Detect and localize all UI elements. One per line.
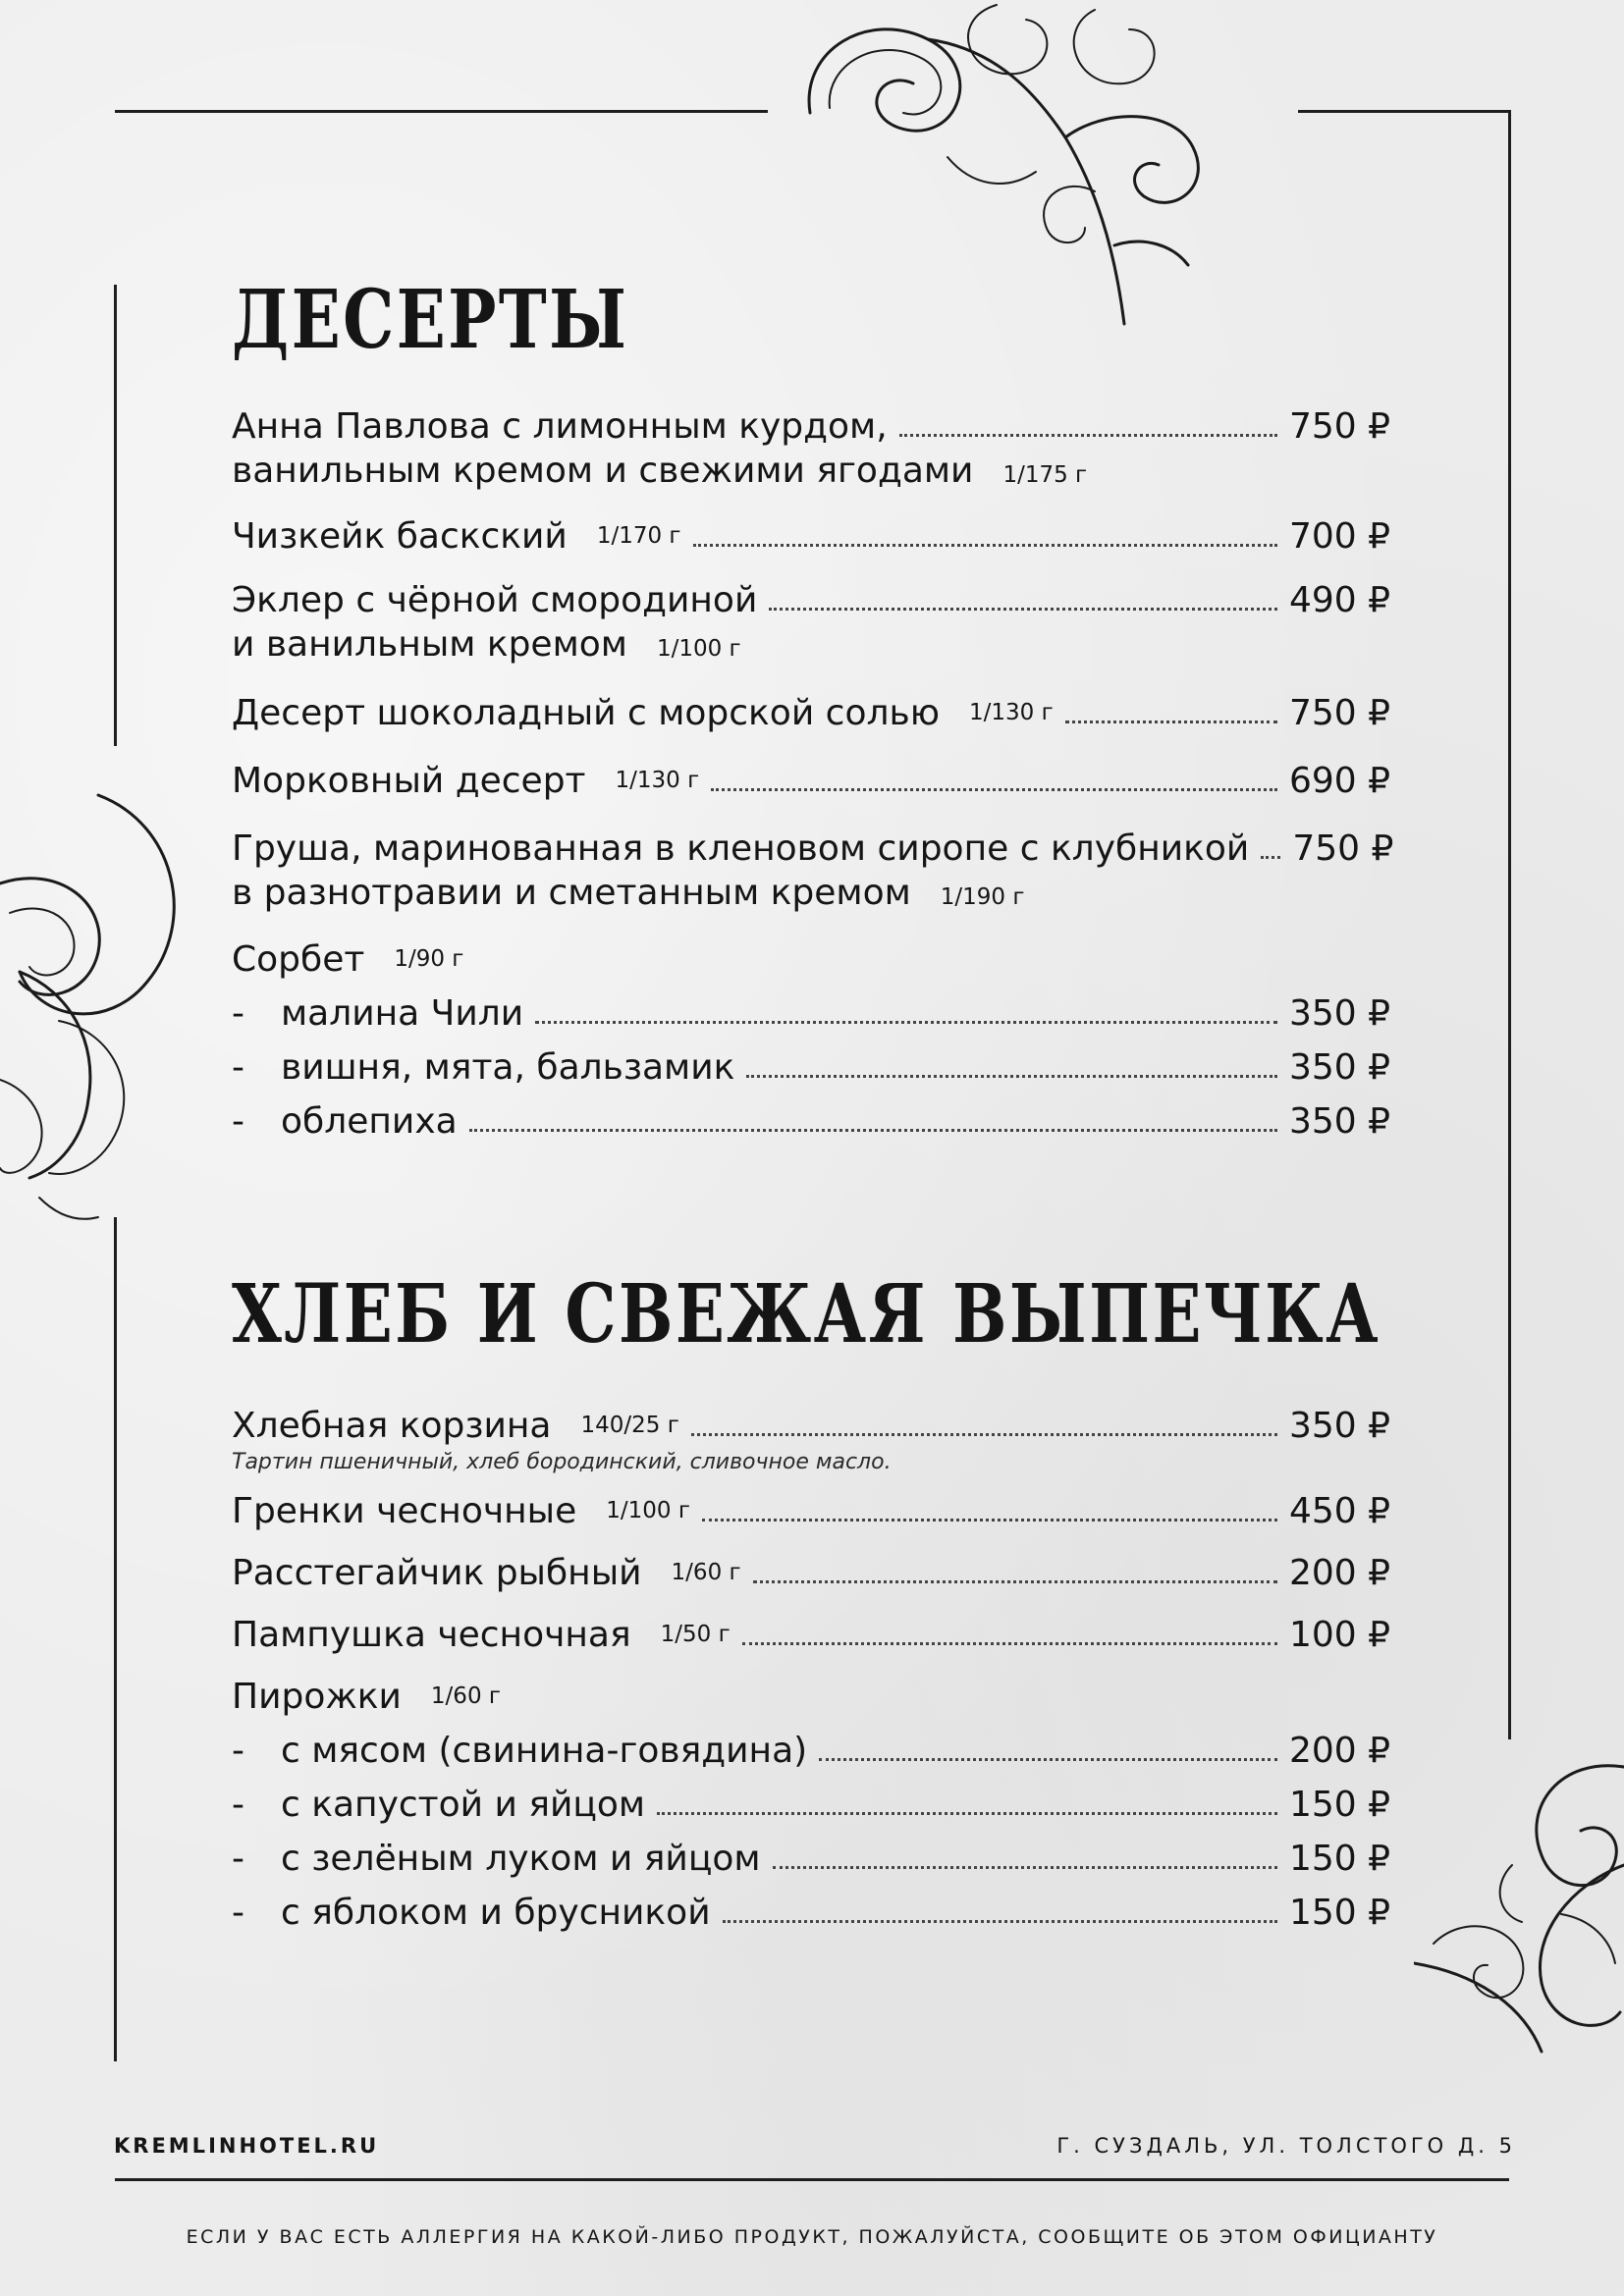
dot-leader	[723, 1920, 1277, 1923]
pie-option	[232, 1783, 1390, 1827]
frame-left-upper	[114, 285, 117, 746]
desserts-menu	[232, 404, 1394, 1144]
menu-item	[232, 691, 1390, 735]
dot-leader	[693, 544, 1277, 547]
menu-item	[232, 1613, 1390, 1657]
option-name: малина Чили	[281, 993, 524, 1034]
item-price: 450 ₽	[1288, 1491, 1390, 1531]
option-price: 150 ₽	[1288, 1839, 1390, 1879]
item-name: Анна Павлова с лимонным курдом,	[232, 406, 888, 447]
item-name: Пирожки	[232, 1677, 402, 1717]
dot-leader	[753, 1580, 1277, 1583]
swirl-ornament-top	[800, 0, 1213, 334]
frame-left-lower	[114, 1217, 117, 2061]
item-name-line2: в разнотравии и сметанным кремом	[232, 873, 911, 913]
dot-leader	[1065, 721, 1277, 723]
item-price: 200 ₽	[1288, 1553, 1390, 1593]
dot-leader	[691, 1433, 1277, 1436]
option-name: вишня, мята, бальзамик	[281, 1047, 735, 1088]
item-weight: 1/100 г	[656, 636, 741, 662]
menu-item	[232, 578, 1390, 671]
item-weight: 1/130 г	[969, 700, 1054, 725]
item-weight: 1/60 г	[671, 1560, 741, 1585]
item-price: 750 ₽	[1288, 693, 1390, 733]
item-name: Эклер с чёрной смородиной	[232, 580, 758, 620]
bullet-dash: -	[232, 1785, 244, 1825]
dot-leader	[773, 1866, 1277, 1869]
option-name: с капустой и яйцом	[281, 1785, 646, 1825]
item-weight: 1/50 г	[660, 1622, 731, 1647]
dot-leader	[819, 1758, 1277, 1761]
sorbet-option	[232, 1099, 1390, 1144]
item-name: Десерт шоколадный с морской солью	[232, 693, 941, 733]
item-name: Пампушка чесночная	[232, 1615, 631, 1655]
address-text: Г. СУЗДАЛЬ, УЛ. ТОЛСТОГО Д. 5	[1056, 2134, 1516, 2158]
item-name: Чизкейк баскский	[232, 516, 568, 557]
option-name: облепиха	[281, 1101, 458, 1142]
website-link[interactable]: KREMLINHOTEL.RU	[114, 2134, 380, 2158]
item-price: 100 ₽	[1288, 1615, 1390, 1655]
item-weight: 140/25 г	[580, 1413, 679, 1438]
frame-bottom	[115, 2178, 1509, 2181]
swirl-ornament-left	[0, 785, 196, 1227]
dot-leader	[769, 608, 1277, 611]
dot-leader	[711, 788, 1277, 791]
frame-top-left	[115, 110, 768, 113]
menu-item	[232, 1404, 1390, 1448]
bullet-dash: -	[232, 1839, 244, 1879]
menu-item	[232, 404, 1390, 498]
allergy-note: ЕСЛИ У ВАС ЕСТЬ АЛЛЕРГИЯ НА КАКОЙ-ЛИБО ПРОДУКТ, ПОЖАЛУЙСТА, СООБЩИТЕ ОБ ЭТОМ ОФИЦИАНТУ	[186, 2226, 1438, 2248]
sorbet-option	[232, 991, 1390, 1036]
pie-option	[232, 1891, 1390, 1935]
item-name: Груша, маринованная в кленовом сиропе с клубникой	[232, 828, 1250, 869]
bread-menu	[232, 1404, 1390, 1935]
bread-title: ХЛЕБ И СВЕЖАЯ ВЫПЕЧКА	[232, 1267, 1381, 1362]
option-price: 350 ₽	[1288, 1101, 1390, 1142]
dot-leader	[657, 1812, 1277, 1815]
dot-leader	[469, 1129, 1277, 1132]
item-price: 690 ₽	[1288, 761, 1390, 801]
item-price: 750 ₽	[1292, 828, 1394, 869]
pie-option	[232, 1837, 1390, 1881]
dot-leader	[1261, 856, 1280, 859]
item-weight: 1/170 г	[596, 523, 681, 549]
item-name: Расстегайчик рыбный	[232, 1553, 642, 1593]
pie-option	[232, 1729, 1390, 1773]
item-name: Гренки чесночные	[232, 1491, 577, 1531]
item-weight: 1/100 г	[606, 1498, 690, 1523]
menu-item	[232, 759, 1390, 803]
menu-item	[232, 1551, 1390, 1595]
pies-header	[232, 1675, 1390, 1719]
sorbet-header	[232, 937, 1390, 982]
option-price: 150 ₽	[1288, 1785, 1390, 1825]
item-name: Морковный десерт	[232, 761, 586, 801]
item-name-line2: и ванильным кремом	[232, 624, 627, 665]
item-price: 490 ₽	[1288, 580, 1390, 620]
bullet-dash: -	[232, 1101, 244, 1142]
option-name: с яблоком и брусникой	[281, 1893, 711, 1933]
option-price: 350 ₽	[1288, 1047, 1390, 1088]
item-weight: 1/190 г	[940, 884, 1025, 910]
frame-right	[1508, 110, 1511, 1739]
item-name: Сорбет	[232, 939, 365, 980]
dot-leader	[899, 434, 1277, 437]
item-weight: 1/90 г	[394, 946, 464, 972]
item-weight: 1/60 г	[430, 1683, 501, 1709]
item-weight: 1/175 г	[1002, 462, 1088, 488]
option-price: 350 ₽	[1288, 993, 1390, 1034]
bullet-dash: -	[232, 1731, 244, 1771]
item-price: 750 ₽	[1288, 406, 1390, 447]
bullet-dash: -	[232, 1047, 244, 1088]
item-price: 350 ₽	[1288, 1406, 1390, 1446]
menu-item	[232, 827, 1394, 920]
dot-leader	[702, 1519, 1277, 1522]
option-name: с мясом (свинина-говядина)	[281, 1731, 808, 1771]
bullet-dash: -	[232, 1893, 244, 1933]
desserts-title: ДЕСЕРТЫ	[232, 273, 629, 367]
frame-top-right	[1298, 110, 1510, 113]
swirl-ornament-bottom-right	[1414, 1747, 1624, 2061]
dot-leader	[535, 1021, 1277, 1024]
item-name-line2: ванильным кремом и свежими ягодами	[232, 451, 974, 491]
option-name: с зелёным луком и яйцом	[281, 1839, 761, 1879]
item-description: Тартин пшеничный, хлеб бородинский, сливочное масло.	[232, 1450, 892, 1474]
item-name: Хлебная корзина	[232, 1406, 552, 1446]
dot-leader	[742, 1642, 1277, 1645]
item-price: 700 ₽	[1288, 516, 1390, 557]
bullet-dash: -	[232, 993, 244, 1034]
dot-leader	[746, 1075, 1277, 1078]
menu-item	[232, 1489, 1390, 1533]
option-price: 200 ₽	[1288, 1731, 1390, 1771]
item-weight: 1/130 г	[615, 768, 700, 793]
option-price: 150 ₽	[1288, 1893, 1390, 1933]
sorbet-option	[232, 1045, 1390, 1090]
menu-item	[232, 514, 1390, 559]
